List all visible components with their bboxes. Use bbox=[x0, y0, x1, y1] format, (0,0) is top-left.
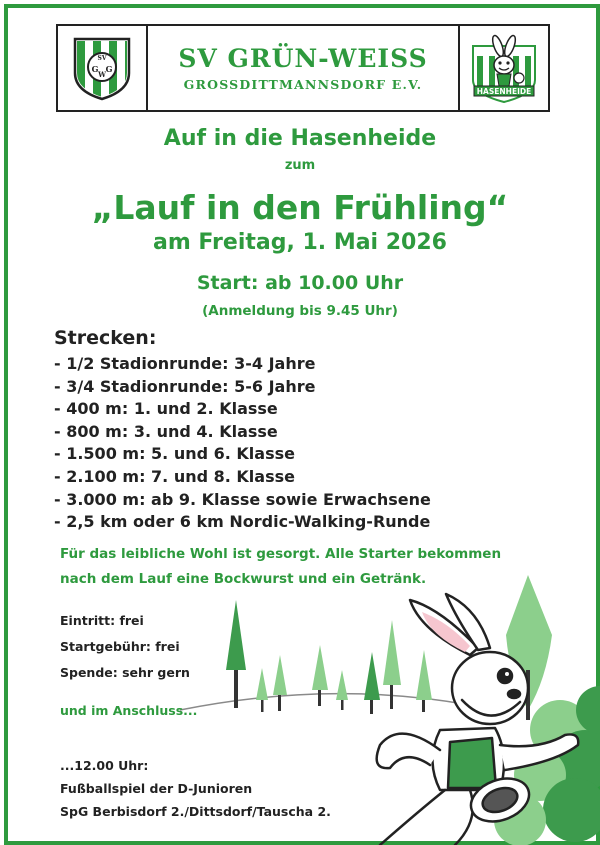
routes-heading: Strecken: bbox=[54, 327, 157, 349]
crest-icon bbox=[71, 35, 133, 101]
club-name-block bbox=[148, 26, 458, 110]
tree-icon bbox=[416, 650, 432, 712]
list-item: - 400 m: 1. und 2. Klasse bbox=[54, 399, 278, 419]
tree-icon bbox=[256, 668, 268, 712]
hasenheide-logo bbox=[458, 26, 548, 110]
catering-line: nach dem Lauf eine Bockwurst und ein Getränk. bbox=[60, 571, 427, 587]
tree-icon bbox=[312, 645, 328, 706]
tree-icon bbox=[364, 652, 380, 714]
bunny-crest-icon bbox=[467, 32, 541, 104]
svg-text:HASENHEIDE: HASENHEIDE bbox=[476, 87, 532, 96]
list-item: - 3.000 m: ab 9. Klasse sowie Erwachsene bbox=[54, 489, 431, 509]
tree-icon bbox=[336, 670, 348, 710]
start-time: Start: ab 10.00 Uhr bbox=[196, 272, 404, 294]
intro-line: Auf in die Hasenheide bbox=[163, 126, 437, 151]
svg-text:SV: SV bbox=[97, 55, 107, 62]
list-item: - 2,5 km oder 6 km Nordic-Walking-Runde bbox=[54, 512, 431, 532]
club-location: GROSSDITTMANNSDORF E.V. bbox=[183, 77, 423, 92]
routes-list bbox=[54, 353, 431, 534]
registration-deadline: (Anmeldung bis 9.45 Uhr) bbox=[202, 303, 398, 319]
fees-section bbox=[60, 608, 190, 686]
list-item: - 800 m: 3. und 4. Klasse bbox=[54, 421, 278, 441]
football-match-section bbox=[60, 754, 331, 823]
intro-connector: zum bbox=[284, 158, 316, 173]
donation-note: Spende: sehr gern bbox=[60, 665, 190, 680]
list-item: - 1/2 Stadionrunde: 3-4 Jahre bbox=[54, 354, 316, 373]
svg-text:W: W bbox=[98, 70, 106, 79]
list-item: - 2.100 m: 7. und 8. Klasse bbox=[54, 466, 295, 486]
event-title: „Lauf in den Frühling“ bbox=[91, 188, 509, 227]
match-time: ...12.00 Uhr: bbox=[60, 758, 149, 773]
match-event: Fußballspiel der D-Junioren bbox=[60, 781, 253, 796]
list-item: - 1.500 m: 5. und 6. Klasse bbox=[54, 444, 295, 464]
match-teams: SpG Berbisdorf 2./Dittsdorf/Tauscha 2. bbox=[60, 804, 331, 819]
tree-icon bbox=[273, 655, 287, 711]
list-item: - 3/4 Stadionrunde: 5-6 Jahre bbox=[54, 376, 316, 396]
svg-text:G: G bbox=[91, 64, 99, 74]
afterward-heading: und im Anschluss... bbox=[60, 703, 198, 718]
entry-fee: Eintritt: frei bbox=[60, 613, 144, 628]
routes-section bbox=[54, 327, 431, 534]
club-name: SV GRÜN-WEISS bbox=[178, 44, 428, 73]
catering-line: Für das leibliche Wohl ist gesorgt. Alle Starter bekommen bbox=[60, 546, 502, 562]
tree-icon bbox=[226, 600, 246, 708]
event-date: am Freitag, 1. Mai 2026 bbox=[153, 230, 447, 255]
start-fee: Startgebühr: frei bbox=[60, 639, 180, 654]
club-header bbox=[56, 24, 550, 112]
svg-text:G: G bbox=[105, 64, 113, 74]
club-crest-left bbox=[58, 26, 148, 110]
